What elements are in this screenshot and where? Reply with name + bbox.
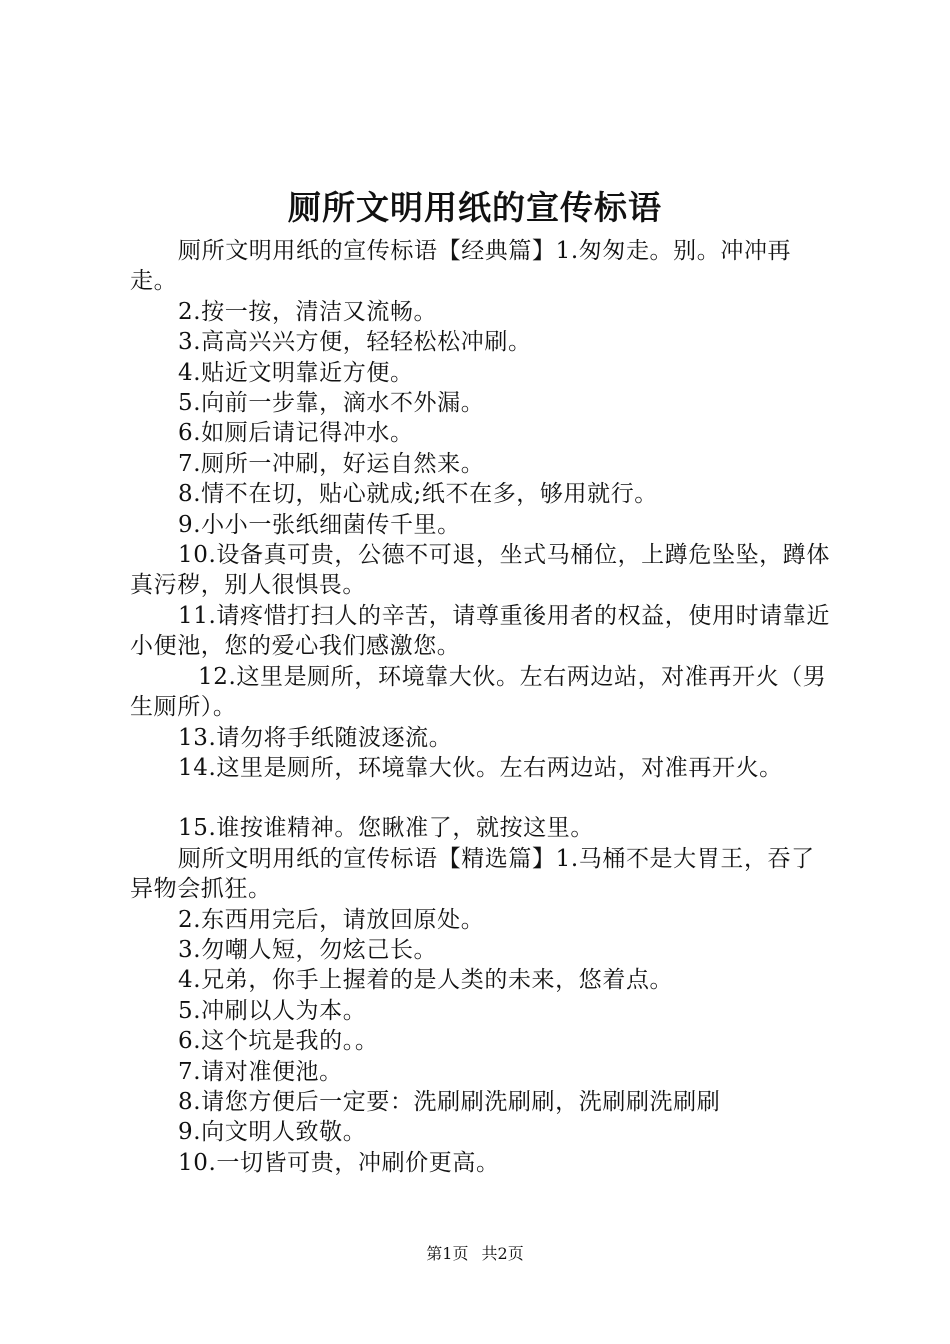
slogan-item: 6.如厕后请记得冲水。 bbox=[178, 420, 414, 447]
slogan-item: 8.情不在切，贴心就成;纸不在多，够用就行。 bbox=[178, 481, 658, 508]
slogan-item: 15.谁按谁精神。您瞅准了，就按这里。 bbox=[178, 815, 594, 842]
slogan-item: 10.一切皆可贵，冲刷价更高。 bbox=[178, 1149, 500, 1176]
page-number: 第1页 bbox=[426, 1244, 469, 1263]
slogan-item: 2.东西用完后，请放回原处。 bbox=[178, 906, 485, 933]
slogan-item: 2.按一按，清洁又流畅。 bbox=[178, 298, 438, 325]
slogan-item: 5.冲刷以人为本。 bbox=[178, 997, 367, 1024]
slogan-item: 5.向前一步靠，滴水不外漏。 bbox=[178, 390, 485, 417]
page-footer bbox=[0, 1244, 950, 1264]
slogan-item: 7.请对准便池。 bbox=[178, 1058, 343, 1085]
slogan-item: 14.这里是厕所，环境靠大伙。左右两边站，对准再开火。 bbox=[178, 754, 783, 781]
slogan-item: 6.这个坑是我的。。 bbox=[178, 1028, 379, 1055]
document-body bbox=[130, 236, 830, 1178]
slogan-item: 3.高高兴兴方便，轻轻松松冲刷。 bbox=[178, 329, 532, 356]
slogan-item: 12.这里是厕所，环境靠大伙。左右两边站，对准再开火（男生厕所）。 bbox=[130, 663, 827, 721]
slogan-item: 8.请您方便后一定要：洗刷刷洗刷刷，洗刷刷洗刷刷 bbox=[178, 1088, 721, 1115]
document-title: 厕所文明用纸的宣传标语 bbox=[288, 188, 662, 227]
paragraph-classic-intro: 厕所文明用纸的宣传标语【经典篇】1.匆匆走。别。冲冲再走。 bbox=[130, 238, 792, 295]
slogan-item: 9.向文明人致敬。 bbox=[178, 1119, 367, 1146]
slogan-item: 4.贴近文明靠近方便。 bbox=[178, 359, 414, 386]
slogan-item: 11.请疼惜打扫人的辛苦，请尊重後用者的权益，使用时请靠近小便池，您的爱心我们感激您。 bbox=[130, 602, 830, 660]
slogan-item: 9.小小一张纸细菌传千里。 bbox=[178, 511, 461, 538]
slogan-item: 10.设备真可贵，公德不可退，坐式马桶位，上蹲危坠坠，蹲体真污秽，别人很惧畏。 bbox=[130, 542, 830, 599]
page-total: 共2页 bbox=[481, 1244, 524, 1263]
paragraph-selected-intro: 厕所文明用纸的宣传标语【精选篇】1.马桶不是大胃王，吞了异物会抓狂。 bbox=[130, 845, 815, 903]
slogan-item: 7.厕所一冲刷，好运自然来。 bbox=[178, 450, 485, 477]
slogan-item: 13.请勿将手纸随波逐流。 bbox=[178, 724, 453, 751]
slogan-item: 3.勿嘲人短，勿炫己长。 bbox=[178, 936, 438, 963]
slogan-item: 4.兄弟，你手上握着的是人类的未来，悠着点。 bbox=[178, 967, 674, 994]
